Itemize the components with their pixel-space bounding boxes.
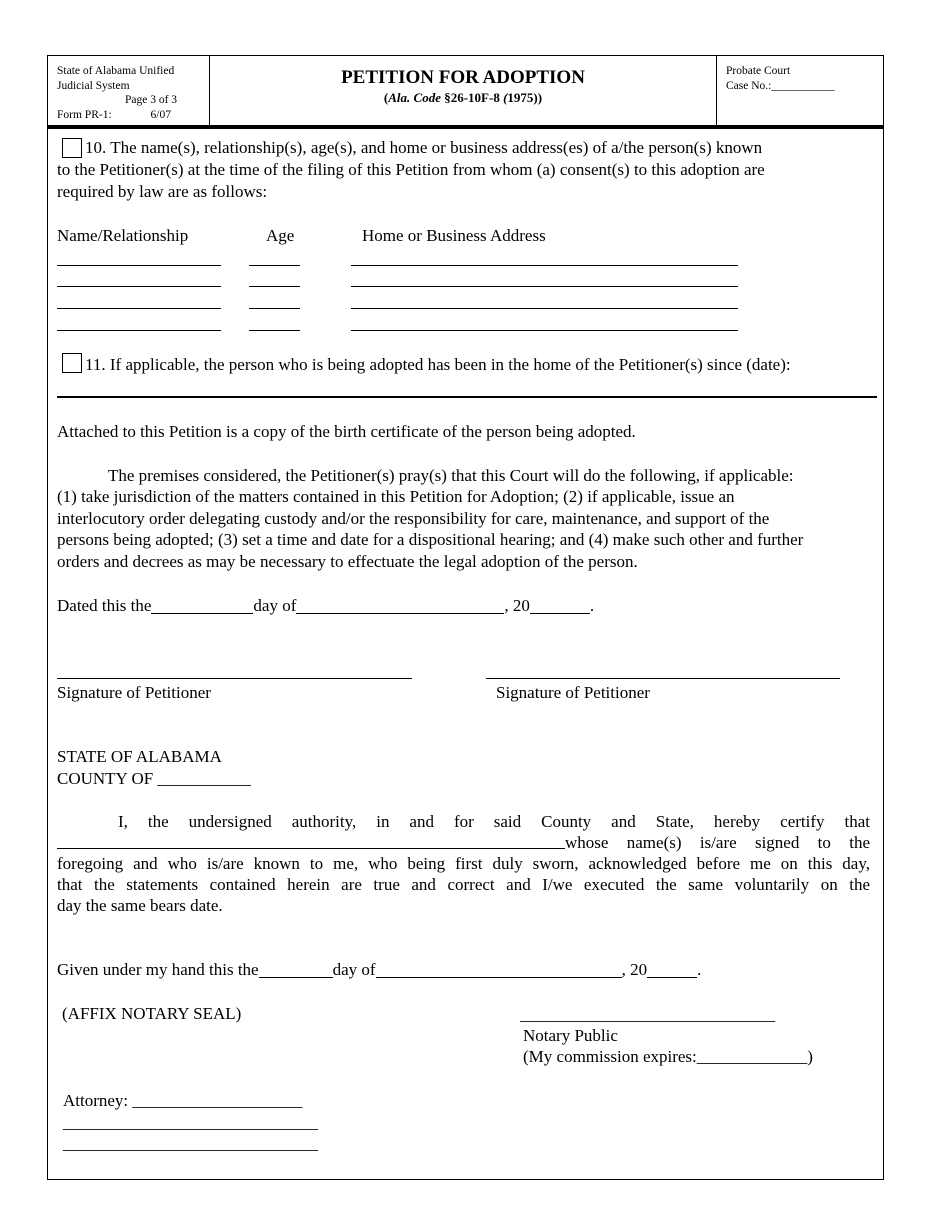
certify-name-field[interactable]: [57, 832, 565, 849]
item11-checkbox[interactable]: [62, 353, 82, 373]
item11-text: 11. If applicable, the person who is being adopted has been in the home of the Petitioner(s) since (date):: [85, 355, 791, 374]
item10-line1: 10. The name(s), relationship(s), age(s), and home or business address(es) of a/the person(s) known: [85, 138, 763, 157]
certify-line2: whose name(s) is/are signed to the: [57, 832, 870, 854]
name-line[interactable]: [57, 308, 221, 309]
col-header-name: Name/Relationship: [57, 226, 189, 245]
item10-line2: to the Petitioner(s) at the time of the filing of this Petition from whom (a) consent(s) to this adoption are: [57, 160, 765, 179]
certify-line4: that the statements contained herein are true and correct and I/we executed the same voluntarily on the: [57, 875, 870, 894]
attorney-field[interactable]: Attorney: ____________________: [63, 1091, 303, 1110]
signature-label-left: Signature of Petitioner: [57, 683, 211, 702]
given-day-field[interactable]: [259, 961, 333, 978]
certify-line3: foregoing and who is/are known to me, who being first duly sworn, acknowledged before me on this day,: [57, 854, 870, 873]
page-number: Page 3 of 3: [125, 94, 178, 106]
address-line[interactable]: [351, 308, 738, 309]
given-month-field[interactable]: [376, 961, 622, 978]
header-center-block: [210, 66, 716, 106]
address-line[interactable]: [351, 265, 738, 266]
premises-line2: (1) take jurisdiction of the matters contained in this Petition for Adoption; (2) if applicable, issue an: [57, 487, 735, 506]
page-title: PETITION FOR ADOPTION: [341, 67, 585, 88]
form-number: Form PR-1:: [57, 108, 112, 121]
dated-month-field[interactable]: [296, 597, 504, 614]
notary-commission[interactable]: (My commission expires:_____________): [523, 1047, 813, 1066]
petitioner-signature-line[interactable]: [486, 678, 840, 679]
given-year-field[interactable]: [647, 961, 697, 978]
certify-line1: I, the undersigned authority, in and for said County and State, hereby certify that: [118, 812, 870, 831]
item10-checkbox[interactable]: [62, 138, 82, 158]
system-line1: State of Alabama Unified: [57, 65, 175, 77]
case-number[interactable]: Case No.:___________: [726, 79, 835, 92]
address-line[interactable]: [351, 330, 738, 331]
court-name: Probate Court: [726, 65, 791, 77]
premises-line1: The premises considered, the Petitioner(s) pray(s) that this Court will do the following, if applicable:: [108, 466, 794, 485]
header-left-block: [57, 64, 207, 122]
form-date: 6/07: [150, 108, 171, 121]
premises-line4: persons being adopted; (3) set a time and date for a dispositional hearing; and (4) make such other and further: [57, 530, 804, 549]
premises-line5: orders and decrees as may be necessary to effectuate the legal adoption of the person.: [57, 552, 638, 571]
age-line[interactable]: [249, 286, 300, 287]
venue-county[interactable]: COUNTY OF ___________: [57, 769, 251, 788]
age-line[interactable]: [249, 265, 300, 266]
attorney-line[interactable]: ______________________________: [63, 1134, 318, 1153]
name-line[interactable]: [57, 265, 221, 266]
dated-line: Dated this the day of , 20 .: [57, 596, 595, 615]
notary-seal-note: (AFFIX NOTARY SEAL): [62, 1004, 242, 1023]
header-rule: [47, 125, 884, 129]
system-line2: Judicial System: [57, 79, 130, 92]
col-header-address: Home or Business Address: [362, 226, 546, 245]
header-divider-right: [716, 55, 717, 126]
code-citation: (Ala. Code §26-10F-8 (1975)): [383, 90, 543, 105]
given-line: Given under my hand this the day of , 20 .: [57, 960, 702, 979]
name-line[interactable]: [57, 286, 221, 287]
header-right-block: [726, 64, 876, 93]
address-line[interactable]: [351, 286, 738, 287]
notary-title: Notary Public: [523, 1026, 618, 1045]
item11-date-line[interactable]: [57, 396, 877, 398]
attorney-line[interactable]: ______________________________: [63, 1113, 318, 1132]
attached-statement: Attached to this Petition is a copy of the birth certificate of the person being adopted.: [57, 422, 636, 441]
certify-line5: day the same bears date.: [57, 896, 223, 915]
signature-label-right: Signature of Petitioner: [496, 683, 650, 702]
petitioner-signature-line[interactable]: [57, 678, 412, 679]
notary-signature-line[interactable]: ______________________________: [520, 1005, 775, 1024]
age-line[interactable]: [249, 330, 300, 331]
dated-year-field[interactable]: [530, 597, 590, 614]
dated-day-field[interactable]: [151, 597, 253, 614]
premises-line3: interlocutory order delegating custody and/or the responsibility for care, maintenance, and support of the: [57, 509, 770, 528]
name-line[interactable]: [57, 330, 221, 331]
venue-state: STATE OF ALABAMA: [57, 747, 222, 766]
age-line[interactable]: [249, 308, 300, 309]
col-header-age: Age: [266, 226, 295, 245]
item10-line3: required by law are as follows:: [57, 182, 268, 201]
